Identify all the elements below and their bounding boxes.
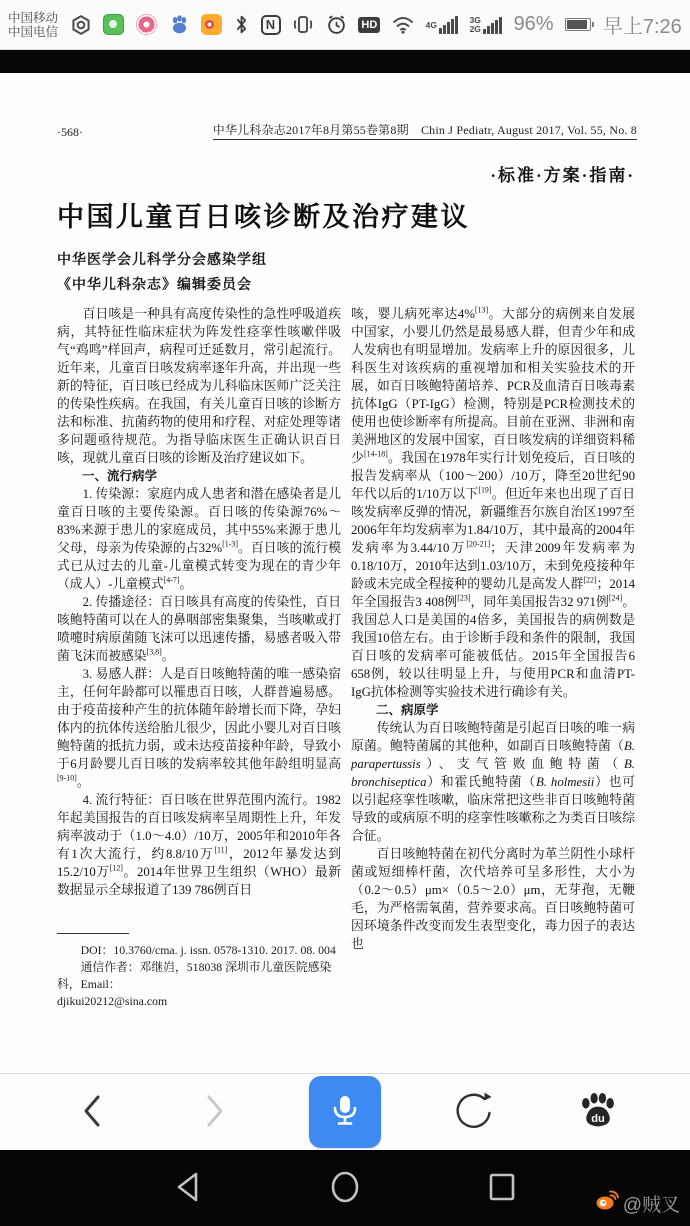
- alarm-icon: [326, 14, 347, 35]
- watermark: [595, 1188, 680, 1218]
- messaging-app-icon: [103, 14, 124, 35]
- carrier-label: 中国移动 中国电信: [8, 10, 59, 39]
- paragraph-susceptible: 3. 易感人群：人是百日咳鲍特菌的唯一感染宿主，任何年龄都可以罹患百日咳，人群普遍易感。由于疫苗接种产生的抗体随年龄增长而下降，孕妇体内的抗体传送给胎儿很少，因此小婴儿对百日咳鲍特菌的抵抗力弱，或未达疫苗接种年龄，导致小于6月龄婴儿百日咳的发病率较其他年龄组明显高[9-10]。: [57, 667, 341, 789]
- footnote-block: [57, 933, 341, 1010]
- journal-citation: 中华儿科杂志2017年8月第55卷第8期 Chin J Pediatr, August 2017, Vol. 55, No. 8: [213, 121, 637, 140]
- recents-square-icon: [486, 1171, 518, 1206]
- refresh-button[interactable]: [445, 1082, 505, 1142]
- signal-3g2g-icon: 3G 2G: [470, 16, 502, 34]
- nav-recents-button[interactable]: [472, 1158, 532, 1218]
- paragraph-source: 1. 传染源：家庭内成人患者和潜在感染者是儿童百日咳的主要传染源。百日咳的传染源76%～83%来源于患儿的家庭成员，其中55%来源于患儿父母，母亲为传染源的占32%[1-3]。百日咳的流行模式已从过去的儿童-儿童模式转变为现在的青少年（成人）-儿童模式[4-7]。: [57, 487, 341, 591]
- gear-icon: [70, 14, 92, 36]
- clock-label: 早上7:26: [602, 16, 682, 38]
- collapsed-browser-chrome: [0, 50, 690, 73]
- hd-icon: HD: [358, 17, 380, 33]
- watermark-text: @贼叉: [622, 1194, 680, 1216]
- back-triangle-icon: [171, 1170, 205, 1207]
- paragraph-intro: 百日咳是一种具有高度传染性的急性呼吸道疾病，其特征性临床症状为阵发性痉挛性咳嗽伴吸气“鸡鸣”样回声，病程可迁延数月，常引起流行。近年来，儿童百日咳发病率逐年升高，并出现一些新的特征，百日咳已经成为儿科临床医师广泛关注的传染性疾病。在我国，有关儿童百日咳的诊断方法和标准、抗菌药物的使用和疗程、对症处理等诸多问题亟待规范。为指导临床医生正确认识百日咳，现就儿童百日咳的诊断及治疗建议如下。: [57, 307, 341, 465]
- heading-epidemiology: 一、流行病学: [82, 469, 158, 483]
- weibo-app-icon: [201, 14, 222, 35]
- refresh-icon: [454, 1090, 496, 1135]
- vibrate-icon: [292, 14, 314, 35]
- bluetooth-icon: [234, 14, 249, 35]
- section-label: ·标准·方案·指南·: [490, 166, 635, 185]
- forward-button[interactable]: [185, 1082, 245, 1142]
- baidu-home-button[interactable]: [568, 1082, 628, 1142]
- article-title: 中国儿童百日咳诊断及治疗建议: [57, 202, 470, 232]
- baidu-app-icon: [169, 14, 190, 35]
- article-body: [57, 305, 635, 1010]
- right-column: [351, 305, 635, 1005]
- heading-etiology: 二、病原学: [376, 703, 439, 717]
- author-line-2: 《中华儿科杂志》编辑委员会: [57, 278, 252, 293]
- wifi-icon: [392, 16, 414, 34]
- paragraph-bacteria-morphology: 百日咳鲍特菌在初代分离时为革兰阴性小球杆菌或短细棒杆菌，次代培养可呈多形性，大小为（0.2～0.5）μm×（0.5～2.0）μm，无芽孢，无鞭毛，为严格需氧菌，营养要求高。百日咳鲍特菌可因环境条件改变而发生表型变化，毒力因子的表达也: [351, 847, 635, 951]
- forward-chevron-icon: [201, 1091, 229, 1134]
- page-number: ·568·: [57, 125, 83, 139]
- android-navigation-bar: [0, 1150, 690, 1226]
- weibo-logo-icon: [595, 1188, 619, 1218]
- baidu-paw-icon: [578, 1090, 618, 1135]
- left-column-text: [57, 305, 341, 919]
- paragraph-pathogen: 传统认为百日咳鲍特菌是引起百日咳的唯一病原菌。鲍特菌属的其他种，如副百日咳鲍特菌（B. parapertussis）、支气管败血鲍特菌（B. bronchiseptica）和霍氏鲍特菌（B. holmesii）也可以引起痉挛性咳嗽，临床常把这些非百日咳鲍特菌导致的或病原不明的痉挛性咳嗽称之为类百日咳综合征。: [351, 721, 635, 843]
- svg-text:du: du: [591, 1112, 605, 1125]
- paragraph-epidemic-features: 4. 流行特征：百日咳在世界范围内流行。1982年起美国报告的百日咳发病率呈周期性上升，年发病率波动于（1.0～4.0）/10万，2005年和2010年各有1次大流行，约8.8/10万[11]，2012年暴发达到15.2/10万[12]。2014年世界卫生组织（WHO）最新数据显示全球报道了139 786例百日: [57, 793, 341, 897]
- battery-percent-label: 96%: [513, 13, 554, 35]
- correspondence-email: djikui20212@sina.com: [57, 994, 168, 1008]
- journal-header-row: [57, 121, 637, 140]
- battery-icon: [565, 18, 591, 31]
- nfc-icon: N: [261, 15, 281, 35]
- paragraph-transmission: 2. 传播途径：百日咳具有高度的传染性，百日咳鲍特菌可以在人的鼻咽部密集聚集，当咳嗽或打喷嚏时病原菌随飞沫可以迅速传播，易感者吸入带菌飞沫而被感染[3,8]。: [57, 595, 341, 663]
- paragraph-incidence: 咳，婴儿病死率达4%[13]。大部分的病例来自发展中国家，小婴儿仍然是最易感人群，但青少年和成人发病也有明显增加。发病率上升的原因很多，儿科医生对该疾病的重视增加和相关实验技术的开展，如百日咳鲍特菌培养、PCR及血清百日咳毒素抗体IgG（PT-IgG）检测，特别是PCR检测技术的使用也使诊断率有所提高。目前在亚洲、非洲和南美洲地区的发展中国家，百日咳发病的详细资料稀少[14-18]。我国在1978年实行计划免疫后，百日咳的报告发病率从（100～200）/10万，降至20世纪90年代以后的1/10万以下[19]。但近年来也出现了百日咳发病率反弹的情况，新疆维吾尔族自治区1997至2006年年均发病率为1.84/10万，其中最高的2004年发病率为3.44/10万[20-21]；天津2009年发病率为0.18/10万，2010年达到1.03/10万，未到免疫接种年龄或未完成全程接种的婴幼儿是高发人群[22]；2014年全国报告3 408例[23]，同年美国报告32 971例[24]。我国总人口是美国的4倍多，美国报告的病例数是我国10倍左右。由于诊断手段和条件的限制，我国百日咳的发病率可能被低估。2015年全国报告6 658例，较以往明显上升，与使用PCR和血清PT-IgG抗体检测等实验技术进行确诊有关。: [351, 305, 635, 699]
- document-page[interactable]: [0, 73, 690, 1073]
- signal-4g-icon: 4G: [426, 16, 458, 34]
- microphone-icon: [327, 1092, 363, 1133]
- voice-search-button[interactable]: [309, 1076, 381, 1148]
- browser-toolbar: [0, 1073, 690, 1150]
- status-bar: [0, 0, 690, 50]
- home-circle-icon: [327, 1169, 363, 1208]
- nav-home-button[interactable]: [315, 1158, 375, 1218]
- back-button[interactable]: [62, 1082, 122, 1142]
- doi-line: DOI：10.3760/cma. j. issn. 0578-1310. 2017. 08. 004: [80, 943, 336, 957]
- pinwheel-app-icon: [136, 14, 157, 35]
- author-line-1: 中华医学会儿科学分会感染学组: [57, 253, 267, 268]
- back-chevron-icon: [78, 1091, 106, 1134]
- left-column: [57, 305, 341, 1010]
- nav-back-button[interactable]: [158, 1158, 218, 1218]
- footnote-divider: [57, 933, 129, 934]
- correspondence-line: 通信作者：邓继岿，518038 深圳市儿童医院感染科，Email：: [57, 960, 332, 991]
